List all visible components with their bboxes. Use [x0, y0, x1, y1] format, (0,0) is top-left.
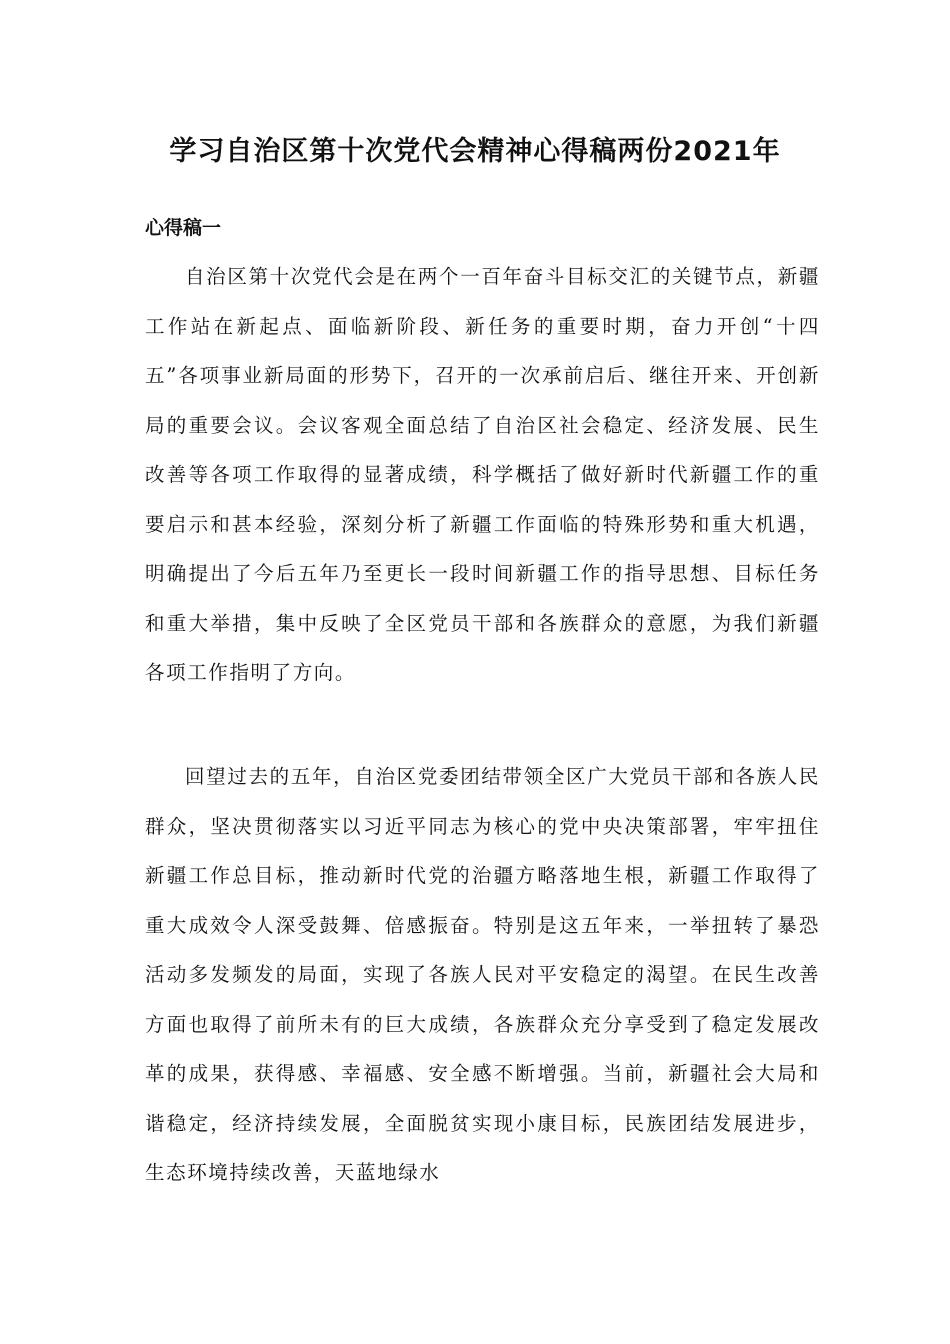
section-heading: 心得稿一	[145, 217, 222, 239]
body-paragraph: 回望过去的五年，自治区党委团结带领全区广大党员干部和各族人民群众，坚决贯彻落实以习近平同志为核心的党中央决策部署，牢牢扭住新疆工作总目标，推动新时代党的治疆方略落地生根，新疆工作取得了重大成效令人深受鼓舞、倍感振奋。特别是这五年来，一举扭转了暴恐活动多发频发的局面，实现了各族人民对平安稳定的渴望。在民生改善方面也取得了前所未有的巨大成绩，各族群众充分享受到了稳定发展改革的成果，获得感、幸福感、安全感不断增强。当前，新疆社会大局和谐稳定，经济持续发展，全面脱贫实现小康目标，民族团结发展进步，生态环境持续改善，天蓝地绿水	[145, 765, 820, 1184]
document-title: 学习自治区第十次党代会精神心得稿两份2021年	[169, 136, 781, 167]
body-paragraph: 自治区第十次党代会是在两个一百年奋斗目标交汇的关键节点，新疆工作站在新起点、面临新阶段、新任务的重要时期，奋力开创“十四五”各项事业新局面的形势下，召开的一次承前启后、继往开来、开创新局的重要会议。会议客观全面总结了自治区社会稳定、经济发展、民生改善等各项工作取得的显著成绩，科学概括了做好新时代新疆工作的重要启示和甚本经验，深刻分析了新疆工作面临的特殊形势和重大机遇，明确提出了今后五年乃至更长一段时间新疆工作的指导思想、目标任务和重大举措，集中反映了全区党员干部和各族群众的意愿，为我们新疆各项工作指明了方向。	[145, 265, 820, 684]
